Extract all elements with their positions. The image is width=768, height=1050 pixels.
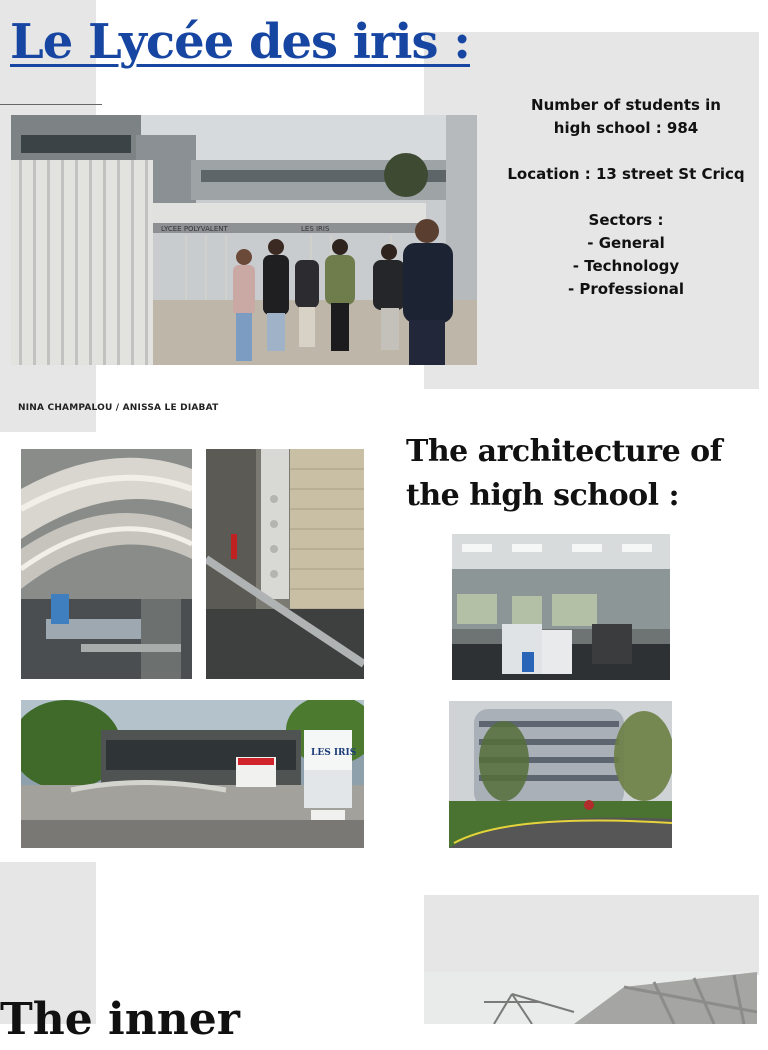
interior-brick-corridor-photo (206, 449, 364, 679)
workshop-interior-photo (452, 534, 670, 680)
sector-item-professional: - Professional (567, 280, 685, 298)
school-info (478, 94, 768, 301)
right-gray-panel-bottom (424, 895, 759, 975)
sector-item-general: - General (587, 234, 665, 252)
author-credit: NINA CHAMPALOU / ANISSA LE DIABAT (18, 403, 219, 413)
students-label-line1: Number of students in (531, 96, 721, 114)
page-title: Le Lycée des iris : (10, 14, 470, 70)
school-building-exterior-photo (449, 701, 672, 848)
entrance-sign-right: LES IRIS (301, 225, 330, 233)
roof-structure-photo (424, 972, 757, 1024)
architecture-heading-line2: the high school : (406, 478, 680, 513)
students-label-line2: high school : 984 (553, 119, 699, 137)
school-entrance-photo (11, 115, 477, 365)
interior-curved-roof-photo (21, 449, 192, 679)
architecture-heading-line1: The architecture of (406, 434, 723, 469)
sign-board-label: LES IRIS (311, 748, 357, 758)
divider (0, 104, 102, 105)
location-label: Location : 13 street St Cricq (507, 165, 745, 183)
inner-section-title: The inner (0, 994, 240, 1045)
sector-item-technology: - Technology (572, 257, 680, 275)
sectors-title: Sectors : (588, 211, 664, 229)
architecture-heading (406, 430, 756, 518)
school-sign-exterior-photo (21, 700, 364, 848)
entrance-sign-left: LYCEE POLYVALENT (161, 225, 228, 233)
